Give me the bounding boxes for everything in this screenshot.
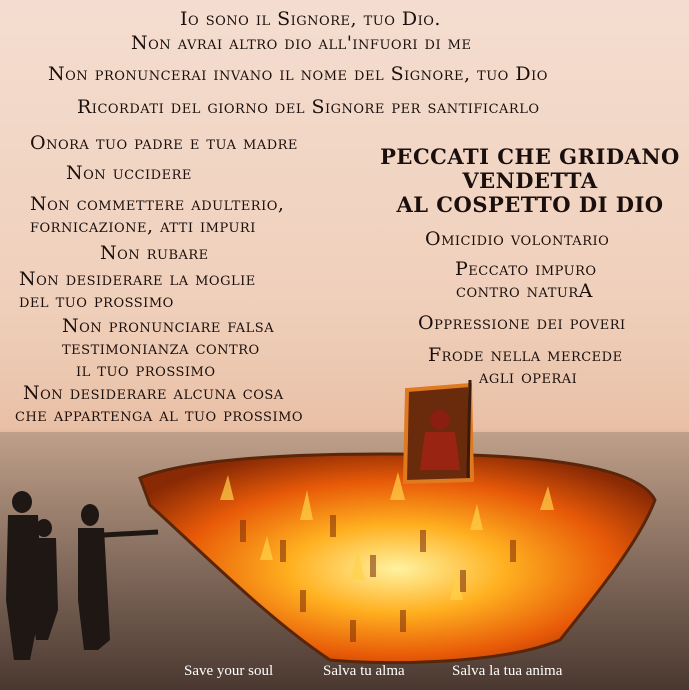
commandment-line: Non desiderare la moglie — [19, 268, 256, 290]
commandment-line: il tuo prossimo — [76, 359, 216, 381]
sin-item: contro naturA — [456, 280, 593, 302]
sins-heading-line: VENDETTA — [462, 168, 598, 193]
caption-english: Save your soul — [184, 663, 274, 679]
sin-item: agli operai — [479, 366, 578, 388]
commandment-line: Onora tuo padre e tua madre — [30, 132, 298, 154]
sin-item: Oppressione dei poveri — [418, 312, 626, 334]
sin-item: Frode nella mercede — [428, 344, 623, 366]
commandment-line: testimonianza contro — [62, 337, 260, 359]
commandment-line: Non pronunciare falsa — [62, 315, 275, 337]
commandment-line: Non avrai altro dio all'infuori di me — [131, 32, 472, 54]
caption-italian: Salva la tua anima — [452, 663, 563, 679]
sin-item: Peccato impuro — [455, 258, 597, 280]
commandment-line: fornicazione, atti impuri — [30, 215, 256, 237]
commandment-line: Non pronuncerai invano il nome del Signore, tuo Dio — [48, 63, 548, 85]
commandment-line: Non uccidere — [66, 162, 192, 184]
commandment-line: Io sono il Signore, tuo Dio. — [180, 8, 441, 30]
commandment-line: Non commettere adulterio, — [30, 193, 285, 215]
commandment-line: del tuo prossimo — [19, 290, 174, 312]
commandment-line: Non rubare — [100, 242, 209, 264]
commandment-line: che appartenga al tuo prossimo — [15, 404, 304, 426]
caption-spanish: Salva tu alma — [323, 663, 405, 679]
sin-item: Omicidio volontario — [425, 228, 610, 250]
sins-heading-line: PECCATI CHE GRIDANO — [380, 144, 680, 169]
commandment-line: Ricordati del giorno del Signore per santificarlo — [77, 96, 540, 118]
sins-heading-line: AL COSPETTO DI DIO — [396, 192, 664, 217]
commandment-line: Non desiderare alcuna cosa — [23, 382, 284, 404]
